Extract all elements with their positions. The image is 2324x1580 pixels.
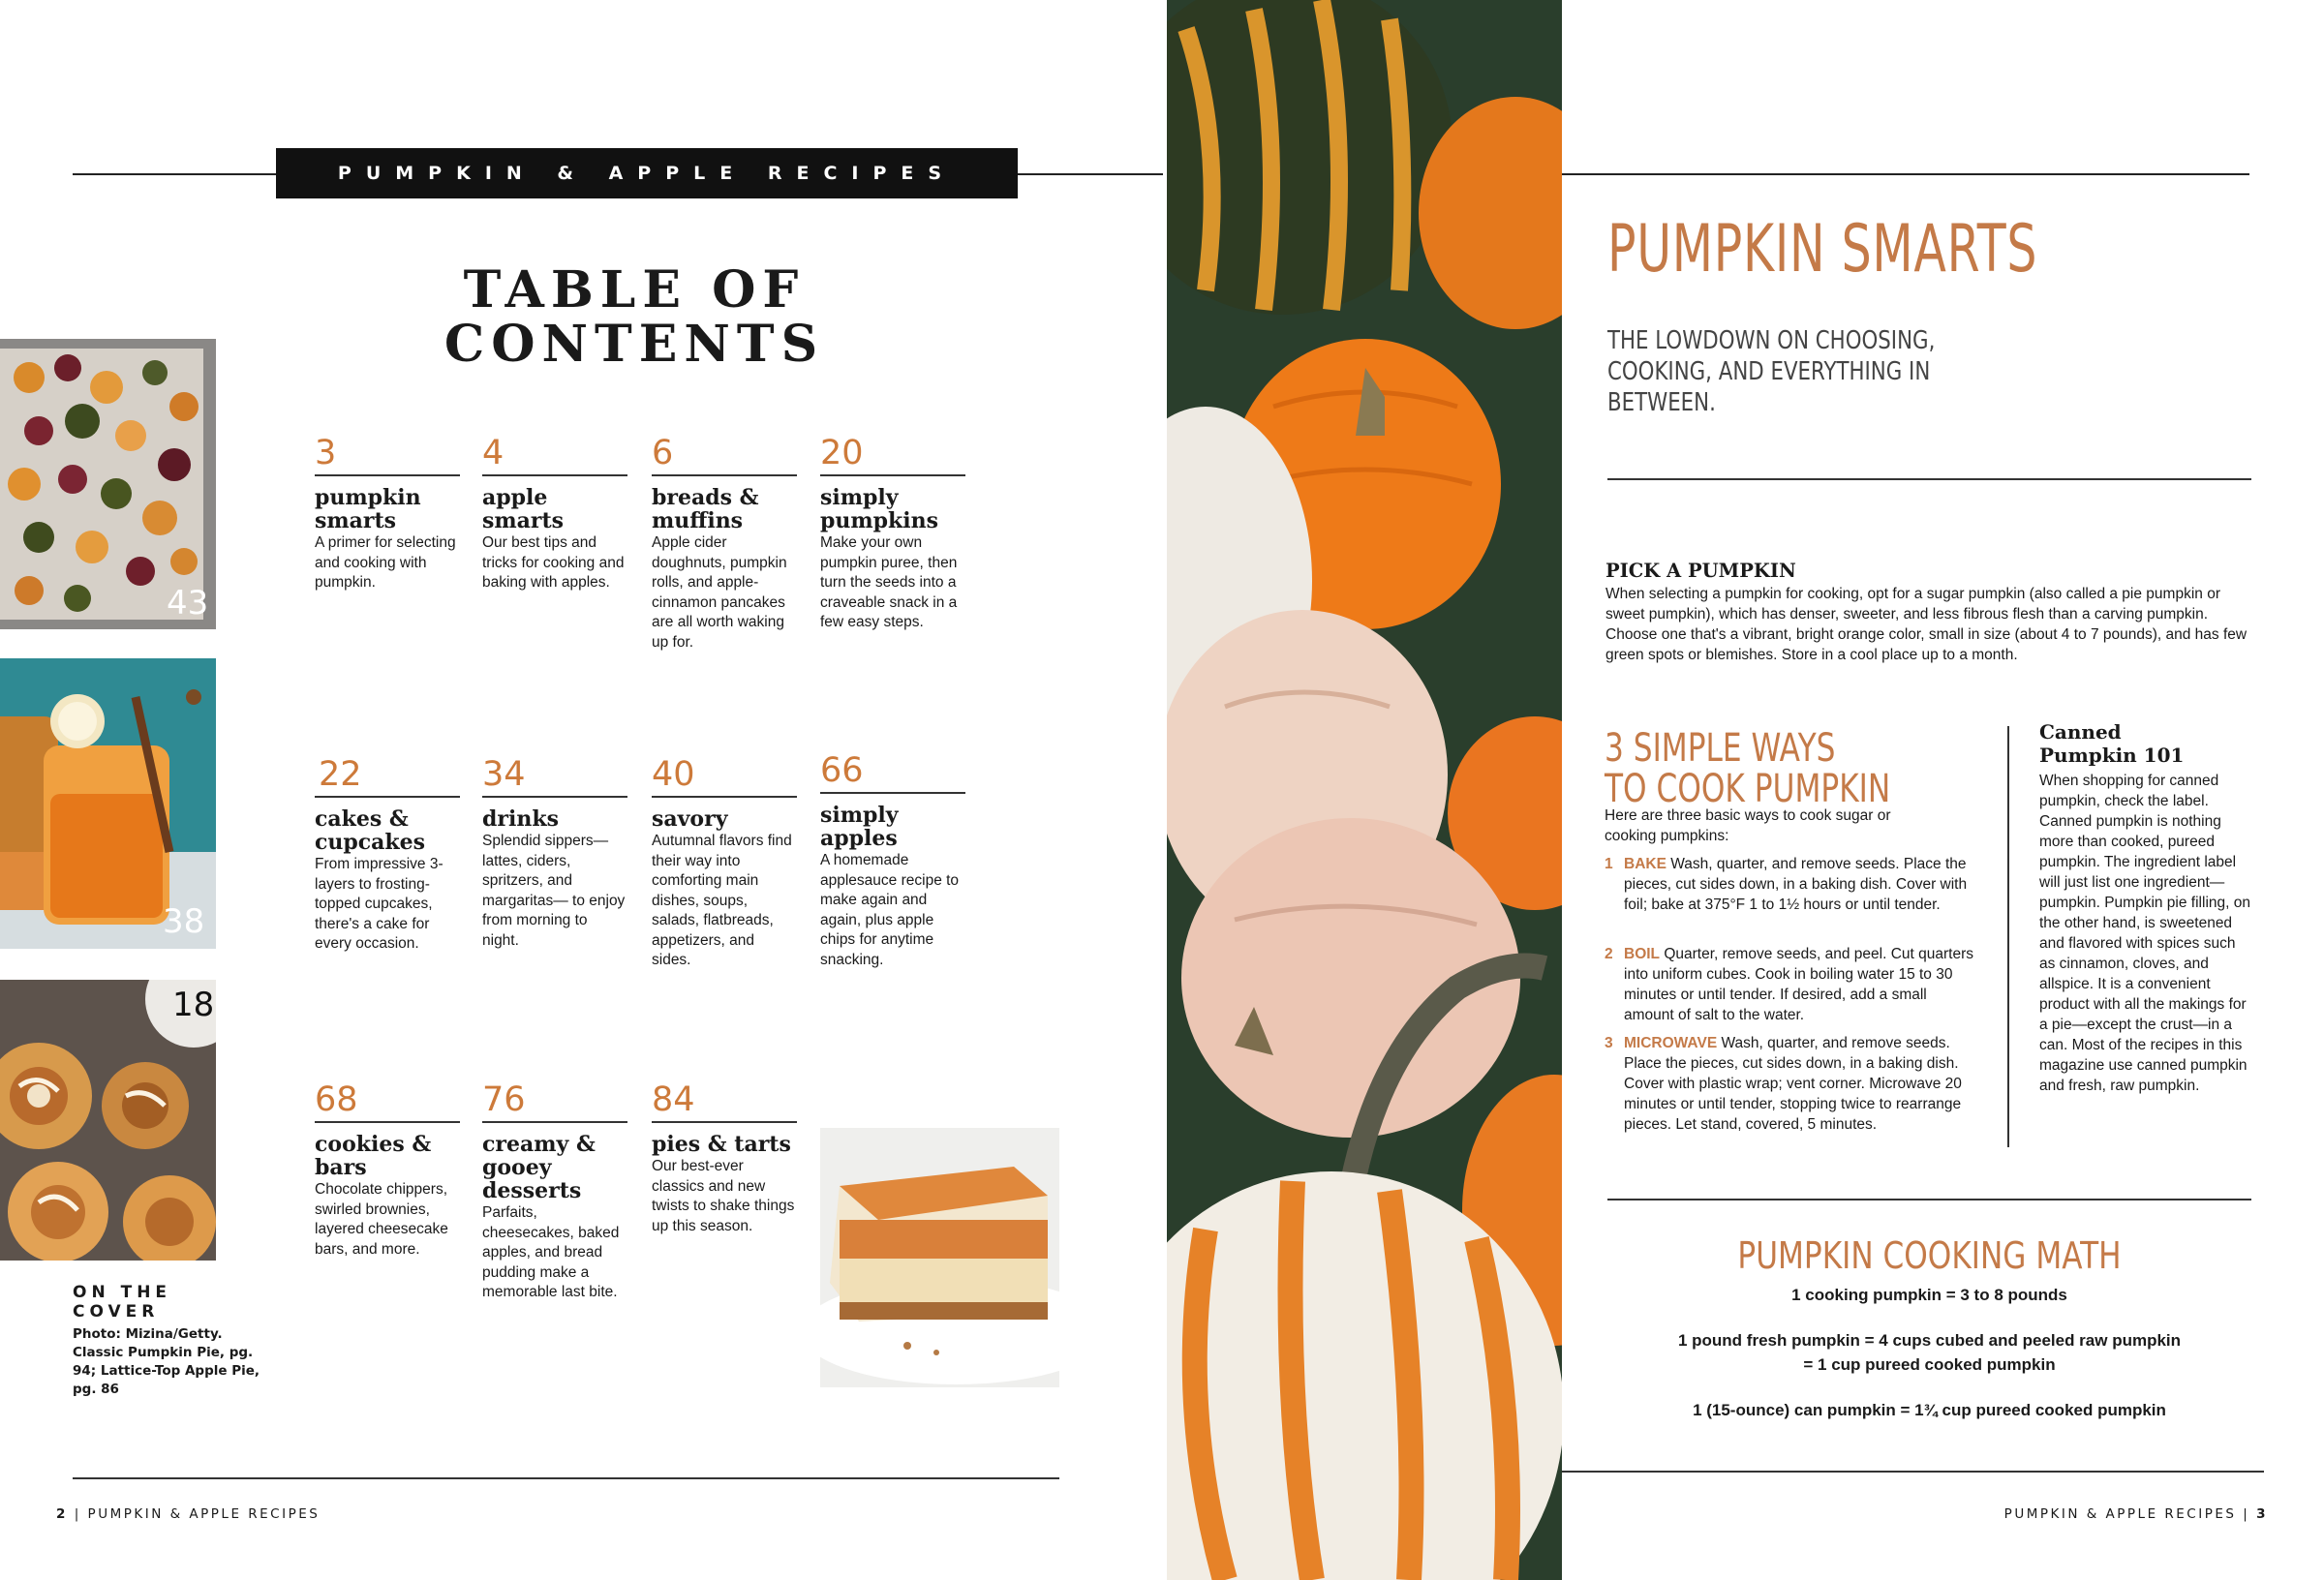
- toc-description: Our best tips and tricks for cooking and baking with apples.: [482, 534, 625, 591]
- cover-text: Photo: Mizina/Getty. Classic Pumpkin Pie, pg. 94; Lattice-Top Apple Pie, pg. 86: [73, 1326, 260, 1397]
- cheesecake-photo[interactable]: [820, 1128, 1059, 1387]
- ways-heading-line-1: 3 SIMPLE WAYS: [1605, 726, 1836, 771]
- way-text: Quarter, remove seeds, and peel. Cut quarters into uniform cubes. Cook in boiling water 15 to 30 minutes or until tender. If desired, add a small amount of salt to the water.: [1624, 946, 1973, 1023]
- toc-entry-cookies-bars[interactable]: [315, 1080, 460, 1260]
- toc-heading: drinks: [482, 806, 559, 832]
- toc-heading: pies & tarts: [652, 1132, 791, 1157]
- pumpkins-image: [1167, 0, 1562, 1580]
- toc-rule: [820, 474, 965, 476]
- thumb-page-43: 43: [167, 584, 209, 623]
- toc-description: Splendid sippers— lattes, ciders, spritzers, and margaritas— to enjoy from morning to night.: [482, 833, 626, 949]
- section-banner: PUMPKIN & APPLE RECIPES: [276, 148, 1018, 198]
- toc-rule: [315, 474, 460, 476]
- toc-page-number: 3: [315, 434, 337, 472]
- toc-entry-simply-apples[interactable]: [820, 751, 965, 970]
- toc-page-number: 20: [820, 434, 864, 472]
- title-line-2: CONTENTS: [443, 315, 825, 374]
- toc-heading: cookies & bars: [315, 1132, 432, 1180]
- footer-page-number: 2: [56, 1506, 68, 1522]
- ways-heading-line-2: TO COOK PUMPKIN: [1605, 767, 1891, 811]
- footer-right: [2004, 1506, 2268, 1522]
- toc-description: Parfaits, cheesecakes, baked apples, and bread pudding make a memorable last bite.: [482, 1204, 620, 1300]
- toc-description: From impressive 3-layers to frosting-topped cupcakes, there's a cake for every occasion.: [315, 856, 443, 952]
- toc-page-number: 4: [482, 434, 505, 472]
- math-line-1: 1 cooking pumpkin = 3 to 8 pounds: [1791, 1286, 2067, 1304]
- toc-heading: pumpkin smarts: [315, 485, 421, 533]
- article-title: PUMPKIN SMARTS: [1607, 211, 2038, 288]
- toc-rule: [652, 474, 797, 476]
- canned-body: When shopping for canned pumpkin, check the label. Canned pumpkin is nothing more than cooked, pureed pumpkin. The ingredient label will just list one ingredient—pumpkin. Pumpkin pie filling, on the other hand, is sweetened and flavored with spices such as cinnamon, cloves, and allspice. It is a convenient product with all the makings for a pie—except the crust—in a can. Most of the recipes in this magazine use canned pumpkin and fresh, raw pumpkin.: [2039, 773, 2250, 1094]
- title-line-1: TABLE OF: [463, 260, 806, 319]
- toc-entry-apple-smarts[interactable]: [482, 434, 627, 593]
- toc-entry-pumpkin-smarts[interactable]: [315, 434, 460, 593]
- toc-rule: [820, 792, 965, 794]
- toc-entry-drinks[interactable]: [482, 755, 627, 951]
- footer-rule-left: [73, 1477, 1059, 1479]
- header-rule-page3: [1610, 173, 2249, 175]
- page-title: [426, 260, 842, 374]
- way-keyword: BAKE: [1624, 856, 1667, 872]
- footer-left: [56, 1506, 320, 1522]
- toc-page-number: 84: [652, 1080, 695, 1119]
- roasted-vegetables-photo[interactable]: [0, 339, 216, 629]
- toc-rule: [315, 796, 460, 798]
- toc-description: Apple cider doughnuts, pumpkin rolls, and apple-cinnamon pancakes are all worth waking up for.: [652, 534, 787, 651]
- way-keyword: BOIL: [1624, 946, 1661, 962]
- footer-rule-right: [1562, 1471, 2264, 1473]
- footer-publication: PUMPKIN & APPLE RECIPES: [87, 1506, 321, 1522]
- toc-rule: [482, 1121, 627, 1123]
- toc-description: A primer for selecting and cooking with pumpkin.: [315, 534, 456, 591]
- toc-heading: apple smarts: [482, 485, 565, 533]
- thumb-page-79: 79: [1010, 1326, 1053, 1365]
- way-number: 2: [1605, 946, 1613, 962]
- toc-entry-savory[interactable]: [652, 755, 797, 971]
- toc-entry-simply-pumpkins[interactable]: [820, 434, 965, 633]
- pick-pumpkin-body: When selecting a pumpkin for cooking, opt for a sugar pumpkin (also called a pie pumpkin or sweet pumpkin), which has denser, sweeter, and less fibrous flesh than a carving pumpkin. Choose one that's a vibrant, bright orange color, small in size (about 4 to 7 pounds), and has few green spots or blemishes. Store in a cool place up to a month.: [1605, 586, 2248, 663]
- footer-divider: |: [74, 1506, 88, 1522]
- way-number: 3: [1605, 1035, 1613, 1051]
- footer-publication: PUMPKIN & APPLE RECIPES: [2003, 1506, 2237, 1522]
- way-text: Wash, quarter, and remove seeds. Place the pieces, cut sides down, in a baking dish. Cover with foil; bake at 375°F 1 to 1½ hours or until tender.: [1624, 856, 1968, 913]
- header-rule-right: [1018, 173, 1163, 175]
- toc-description: Our best-ever classics and new twists to shake things up this season.: [652, 1158, 795, 1234]
- cover-heading: ON THE COVER: [73, 1283, 172, 1322]
- toc-entry-cakes-cupcakes[interactable]: [315, 755, 460, 955]
- toc-heading: simply pumpkins: [820, 485, 939, 533]
- toc-page-number: 34: [482, 755, 526, 794]
- thumb-page-38: 38: [163, 902, 205, 941]
- way-keyword: MICROWAVE: [1624, 1035, 1718, 1051]
- toc-heading: savory: [652, 806, 728, 832]
- cider-drink-photo[interactable]: [0, 658, 216, 949]
- header-rule-left: [73, 173, 276, 175]
- toc-page-number: 66: [820, 751, 864, 790]
- toc-page-number: 76: [482, 1080, 526, 1119]
- way-text: Wash, quarter, and remove seeds. Place the pieces, cut sides down, in a baking dish. Cover with plastic wrap; vent corner. Microwave 20 minutes or until tender, stopping twice to rearrange pieces. Let stand, covered, 5 minutes.: [1624, 1035, 1962, 1133]
- cinnamon-rolls-photo[interactable]: [0, 980, 216, 1261]
- toc-rule: [652, 796, 797, 798]
- article-subtitle: THE LOWDOWN ON CHOOSING, COOKING, AND EVERYTHING IN BETWEEN.: [1607, 326, 1936, 417]
- toc-description: A homemade applesauce recipe to make again and again, plus apple chips for anytime snacking.: [820, 852, 960, 968]
- toc-description: Chocolate chippers, swirled brownies, layered cheesecake bars, and more.: [315, 1181, 448, 1258]
- header-rule-page3-left: [1562, 173, 1610, 175]
- toc-entry-creamy-desserts[interactable]: [482, 1080, 627, 1303]
- toc-heading: simply apples: [820, 803, 899, 851]
- way-bake: [1605, 854, 1977, 915]
- toc-page-number: 22: [319, 755, 362, 794]
- toc-entry-breads-muffins[interactable]: [652, 434, 797, 653]
- thumb-page-18: 18: [172, 986, 215, 1024]
- way-microwave: [1605, 1033, 1977, 1135]
- sidebar-vertical-rule: [2007, 726, 2009, 1147]
- way-number: 1: [1605, 856, 1613, 872]
- toc-rule: [482, 796, 627, 798]
- math-line-2a: 1 pound fresh pumpkin = 4 cups cubed and peeled raw pumpkin: [1677, 1331, 2182, 1350]
- pick-pumpkin-heading: PICK A PUMPKIN: [1605, 560, 1796, 582]
- toc-heading: breads & muffins: [652, 485, 759, 533]
- toc-page-number: 40: [652, 755, 695, 794]
- math-line-3: 1 (15-ounce) can pumpkin = 1¾ cup pureed cooked pumpkin: [1693, 1401, 2166, 1419]
- footer-page-number: 3: [2256, 1506, 2268, 1522]
- toc-description: Autumnal flavors find their way into comforting main dishes, soups, salads, flatbreads, appetizers, and sides.: [652, 833, 792, 968]
- ways-intro: Here are three basic ways to cook sugar or cooking pumpkins:: [1605, 807, 1891, 844]
- toc-page-number: 6: [652, 434, 674, 472]
- toc-heading: creamy & gooey desserts: [482, 1132, 596, 1203]
- way-boil: [1605, 944, 1977, 1025]
- ways-heading: [1605, 728, 1890, 809]
- toc-page-number: 68: [315, 1080, 358, 1119]
- cover-credit: [73, 1283, 266, 1399]
- toc-description: Make your own pumpkin puree, then turn the seeds into a craveable snack in a few easy steps.: [820, 534, 958, 630]
- divider-1: [1607, 478, 2251, 480]
- toc-entry-pies-tarts[interactable]: [652, 1080, 797, 1236]
- divider-2: [1607, 1199, 2251, 1200]
- math-heading: PUMPKIN COOKING MATH: [1737, 1234, 2122, 1277]
- footer-divider: |: [2243, 1506, 2257, 1522]
- toc-rule: [315, 1121, 460, 1123]
- pumpkins-photo: [1167, 0, 1562, 1580]
- canned-heading: Canned Pumpkin 101: [2039, 720, 2185, 767]
- math-line-2b: = 1 cup pureed cooked pumpkin: [1803, 1355, 2056, 1374]
- toc-rule: [652, 1121, 797, 1123]
- toc-heading: cakes & cupcakes: [315, 806, 426, 855]
- toc-rule: [482, 474, 627, 476]
